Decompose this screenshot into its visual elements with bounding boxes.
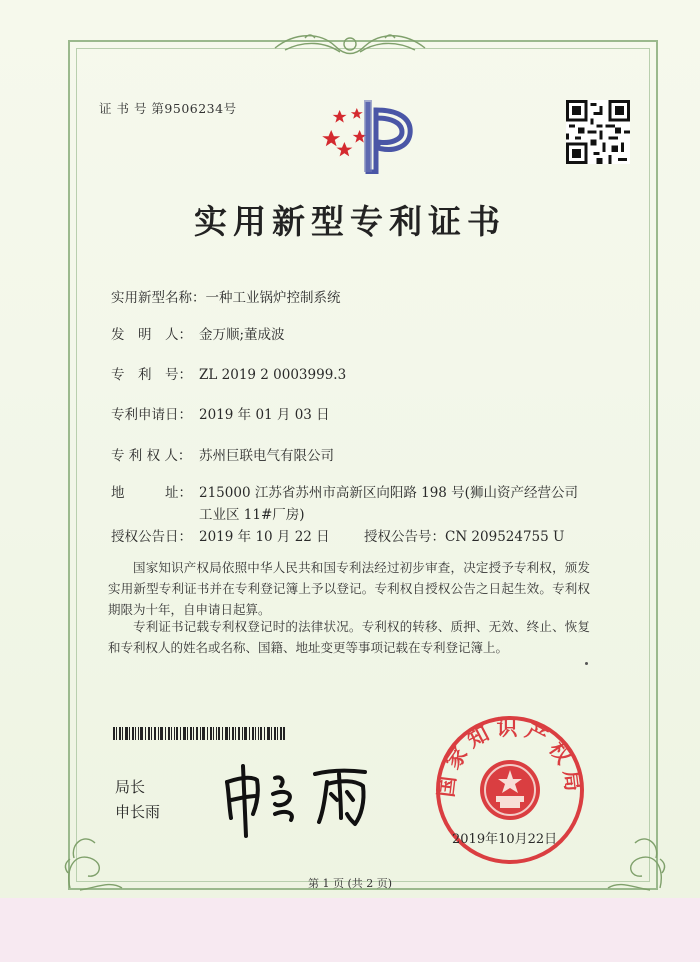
field-label: 地 址：: [111, 485, 192, 501]
field-announcement-number: [364, 525, 564, 545]
handwritten-signature: [215, 760, 385, 840]
paragraph-grant-statement: 国家知识产权局依照中华人民共和国专利法经过初步审查，决定授予专利权，颁发实用新型专利证书并在专利登记簿上予以登记。专利权自授权公告之日起生效。专利权期限为十年，自申请日起算。: [108, 560, 590, 617]
field-value: 苏州巨联电气有限公司: [199, 448, 334, 464]
field-value: ZL 2019 2 0003999.3: [199, 367, 347, 383]
certificate-title: 实用新型专利证书: [194, 202, 506, 241]
signatory-title: 局长: [115, 778, 146, 796]
field-label: 授权公告号：: [364, 529, 445, 545]
field-value: CN 209524755 U: [445, 529, 565, 545]
field-value: 215000 江苏省苏州市高新区向阳路 198 号(狮山资产经营公司工业区 11#厂房): [199, 485, 578, 523]
certificate-number: 证 书 号 第9506234号: [99, 101, 237, 116]
patent-office-logo-icon: [318, 98, 424, 174]
seal-date: 2019年10月22日: [452, 832, 558, 847]
speck: [585, 662, 588, 665]
field-label: 实用新型名称：: [111, 290, 206, 306]
field-value: 2019 年 01 月 03 日: [199, 407, 330, 423]
svg-text:国家知识产权局: 国家知识产权局: [432, 715, 588, 799]
bottom-band: [0, 898, 700, 962]
signatory-name: 申长雨: [115, 803, 161, 821]
page-number: 第 1 页 (共 2 页): [307, 877, 393, 890]
field-label: 专 利 权 人：: [111, 448, 192, 464]
paragraph-legal-status: 专利证书记载专利权登记时的法律状况。专利权的转移、质押、无效、终止、恢复和专利权人的姓名或名称、国籍、地址变更等事项记载在专利登记簿上。: [108, 619, 590, 655]
field-utility-model-name: [111, 286, 341, 306]
barcode-icon: [113, 727, 285, 740]
field-label: 授权公告日：: [111, 529, 192, 545]
field-patent-number: [111, 363, 346, 383]
field-inventors: [111, 323, 285, 343]
field-application-date: [111, 403, 330, 423]
field-announcement-date: [111, 525, 330, 545]
field-value: 2019 年 10 月 22 日: [199, 529, 330, 545]
qr-code-icon: [566, 100, 630, 164]
field-label: 专利申请日：: [111, 407, 192, 423]
top-ornament-icon: [265, 28, 435, 62]
field-patentee: [111, 444, 334, 464]
field-value: 金万顺;董成波: [199, 327, 285, 343]
field-label: 发 明 人：: [111, 327, 192, 343]
field-label: 专 利 号：: [111, 367, 192, 383]
field-value: 一种工业锅炉控制系统: [205, 290, 341, 306]
